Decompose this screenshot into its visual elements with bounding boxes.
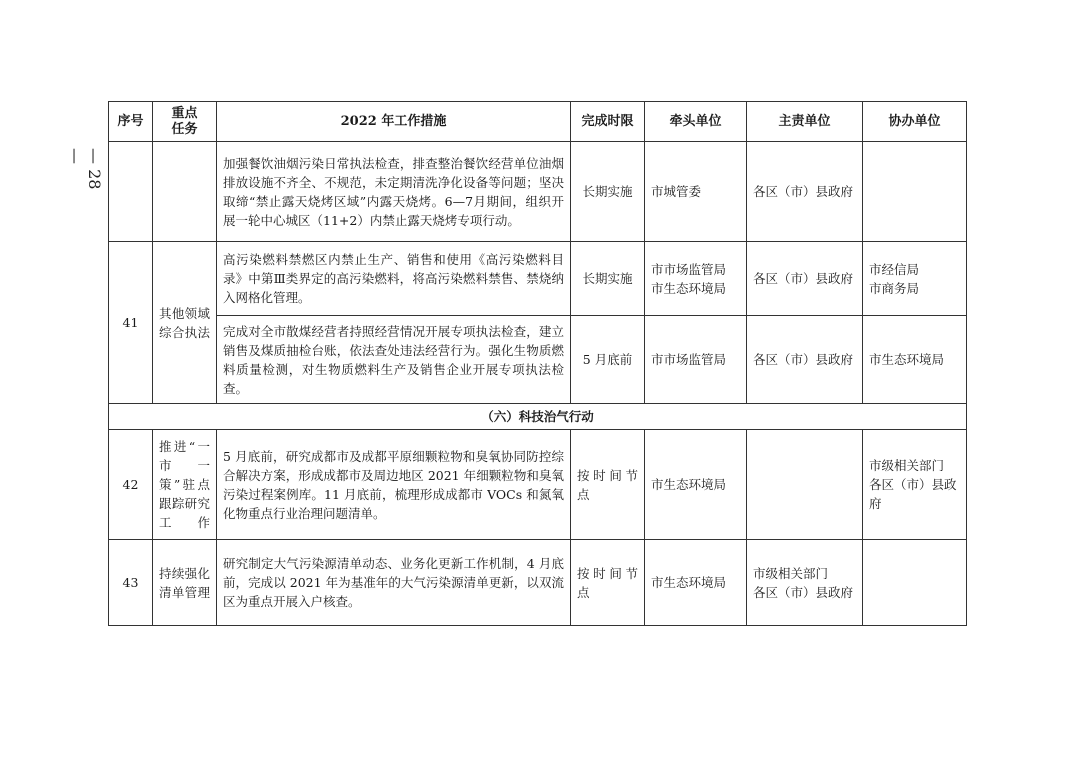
page-number: — 28 —	[66, 148, 104, 190]
work-measures-table	[108, 101, 967, 626]
main-cell: 各区（市）县政府	[747, 316, 863, 404]
assist-cell	[863, 142, 967, 242]
table-row	[109, 316, 967, 404]
header-row	[109, 102, 967, 142]
measure-cell: 完成对全市散煤经营者持照经营情况开展专项执法检查，建立销售及煤质抽检台账，依法查处违法经营行为。强化生物质燃料质量检测，对生物质燃料生产及销售企业开展专项执法检查。	[217, 316, 571, 404]
main-cell: 各区（市）县政府	[747, 242, 863, 316]
table-row	[109, 430, 967, 540]
measure-cell: 高污染燃料禁燃区内禁止生产、销售和使用《高污染燃料目录》中第Ⅲ类界定的高污染燃料，将高污染燃料禁售、禁烧纳入网格化管理。	[217, 242, 571, 316]
assist-cell: 市经信局 市商务局	[863, 242, 967, 316]
lead-cell: 市生态环境局	[645, 430, 747, 540]
header-assist: 协办单位	[863, 102, 967, 142]
lead-cell: 市生态环境局	[645, 540, 747, 626]
seq-cell: 41	[109, 242, 153, 404]
header-main: 主责单位	[747, 102, 863, 142]
assist-cell: 市级相关部门 各区（市）县政府	[863, 430, 967, 540]
lead-cell: 市城管委	[645, 142, 747, 242]
assist-cell	[863, 540, 967, 626]
header-seq: 序号	[109, 102, 153, 142]
deadline-cell: 长期实施	[571, 142, 645, 242]
deadline-cell: 长期实施	[571, 242, 645, 316]
task-cell: 其他领域综合执法	[153, 242, 217, 404]
deadline-cell: 按时间节点	[571, 540, 645, 626]
header-task: 重点 任务	[153, 102, 217, 142]
measure-cell: 5 月底前，研究成都市及成都平原细颗粒物和臭氧协同防控综合解决方案，形成成都市及周边地区 2021 年细颗粒物和臭氧污染过程案例库。11 月底前，梳理形成成都市 VOCs 和氮氧化物重点行业治理问题清单。	[217, 430, 571, 540]
seq-cell: 42	[109, 430, 153, 540]
assist-cell: 市生态环境局	[863, 316, 967, 404]
task-cell	[153, 142, 217, 242]
measure-cell: 加强餐饮油烟污染日常执法检查，排查整治餐饮经营单位油烟排放设施不齐全、不规范，未定期清洗净化设备等问题；坚决取缔“禁止露天烧烤区域”内露天烧烤。6—7月期间，组织开展一轮中心城区（11+2）内禁止露天烧烤专项行动。	[217, 142, 571, 242]
seq-cell: 43	[109, 540, 153, 626]
task-cell: 推进“一市一策”驻点跟踪研究工作	[153, 430, 217, 540]
section-title: （六）科技治气行动	[109, 404, 967, 430]
header-measures: 2022 年工作措施	[217, 102, 571, 142]
section-row	[109, 404, 967, 430]
header-deadline: 完成时限	[571, 102, 645, 142]
lead-cell: 市市场监管局	[645, 316, 747, 404]
deadline-cell: 5 月底前	[571, 316, 645, 404]
task-cell: 持续强化清单管理	[153, 540, 217, 626]
main-cell: 市级相关部门 各区（市）县政府	[747, 540, 863, 626]
main-cell	[747, 430, 863, 540]
measure-cell: 研究制定大气污染源清单动态、业务化更新工作机制，4 月底前，完成以 2021 年为基准年的大气污染源清单更新，以双流区为重点开展入户核查。	[217, 540, 571, 626]
seq-cell	[109, 142, 153, 242]
main-cell: 各区（市）县政府	[747, 142, 863, 242]
deadline-cell: 按时间节点	[571, 430, 645, 540]
table-row	[109, 540, 967, 626]
header-lead: 牵头单位	[645, 102, 747, 142]
lead-cell: 市市场监管局 市生态环境局	[645, 242, 747, 316]
table-row	[109, 242, 967, 316]
table-row	[109, 142, 967, 242]
